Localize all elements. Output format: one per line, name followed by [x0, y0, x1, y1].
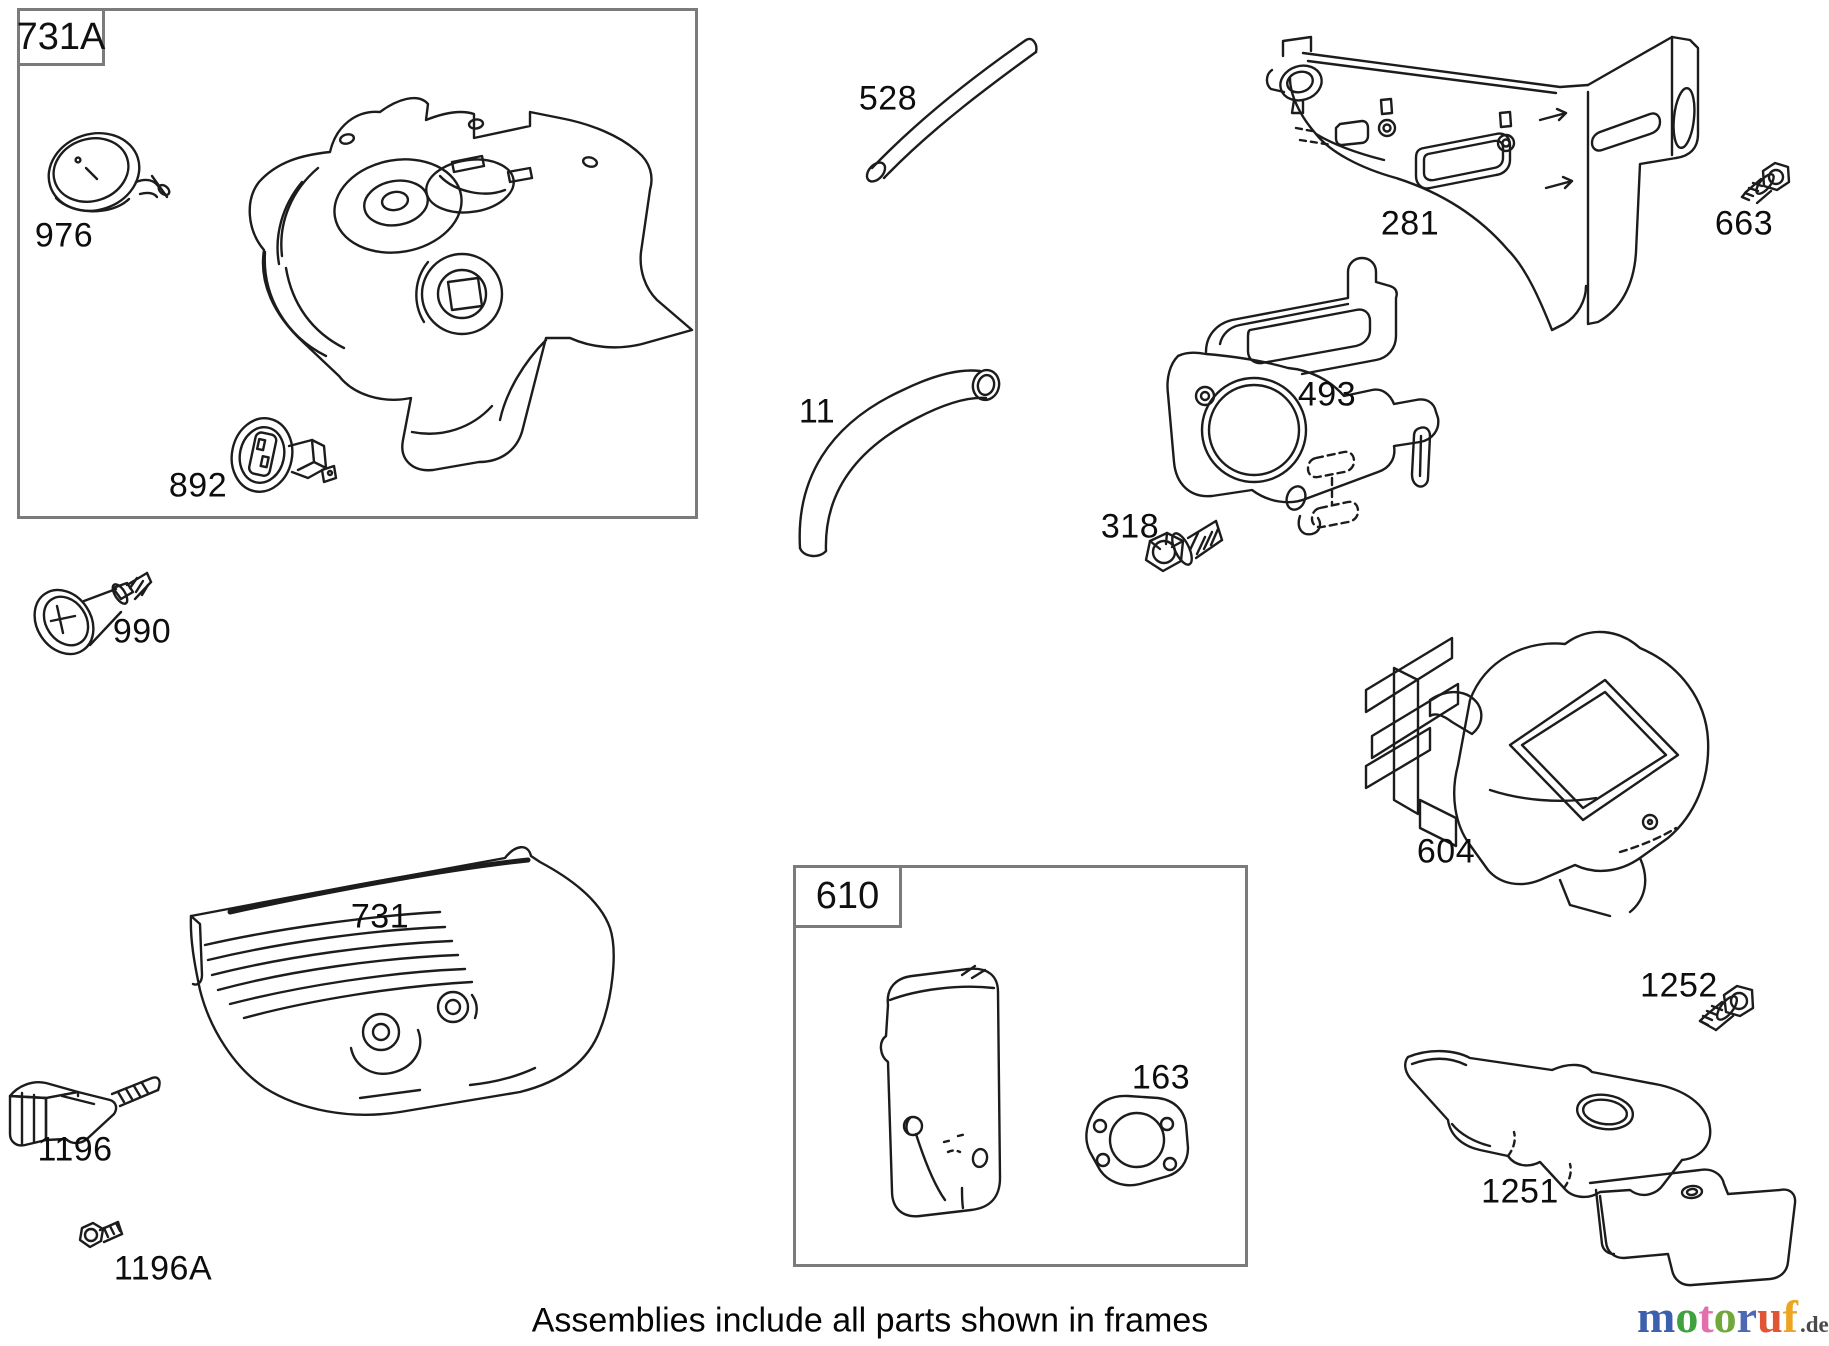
part-label-318: 318 — [1100, 507, 1160, 546]
logo-letter-o1: o — [1675, 1291, 1699, 1342]
part-281-bracket-drawing — [1267, 37, 1698, 330]
assembly-frame-731a-tag — [17, 8, 105, 66]
part-label-163: 163 — [1131, 1058, 1191, 1097]
part-label-1251: 1251 — [1481, 1172, 1559, 1211]
frame-731a-label: 731A — [16, 15, 106, 58]
logo-letter-m: m — [1637, 1291, 1676, 1342]
logo-suffix: .de — [1800, 1312, 1829, 1337]
frame-610-label: 610 — [815, 875, 880, 917]
part-label-892: 892 — [168, 466, 228, 505]
assembly-frame-731a — [17, 8, 698, 519]
part-604-cover-drawing — [1366, 632, 1708, 916]
part-label-528: 528 — [858, 79, 918, 118]
part-663-screw-drawing — [1742, 163, 1789, 203]
part-label-281: 281 — [1380, 204, 1440, 243]
logo-letter-o2: o — [1713, 1291, 1737, 1342]
part-label-11: 11 — [798, 392, 836, 431]
part-label-731: 731 — [350, 897, 410, 936]
part-label-1196: 1196 — [37, 1130, 113, 1169]
part-label-990: 990 — [112, 612, 172, 651]
part-label-976: 976 — [34, 216, 94, 255]
motoruf-logo — [1637, 1291, 1829, 1342]
logo-letter-r: r — [1736, 1291, 1758, 1342]
part-label-493: 493 — [1297, 375, 1357, 414]
part-1251-shield-drawing — [1405, 1051, 1795, 1285]
part-1196a-screw-drawing — [80, 1222, 122, 1247]
footer-note: Assemblies include all parts shown in frames — [531, 1301, 1209, 1340]
part-label-604: 604 — [1416, 832, 1476, 871]
part-731-shroud-drawing — [191, 847, 614, 1115]
part-label-1196a: 1196A — [113, 1249, 213, 1288]
logo-letter-f: f — [1782, 1291, 1798, 1342]
logo-letter-u: u — [1757, 1291, 1783, 1342]
part-label-663: 663 — [1714, 204, 1774, 243]
part-label-1252: 1252 — [1640, 966, 1718, 1005]
logo-letter-t: t — [1698, 1291, 1714, 1342]
assembly-frame-610-tag — [793, 865, 902, 928]
